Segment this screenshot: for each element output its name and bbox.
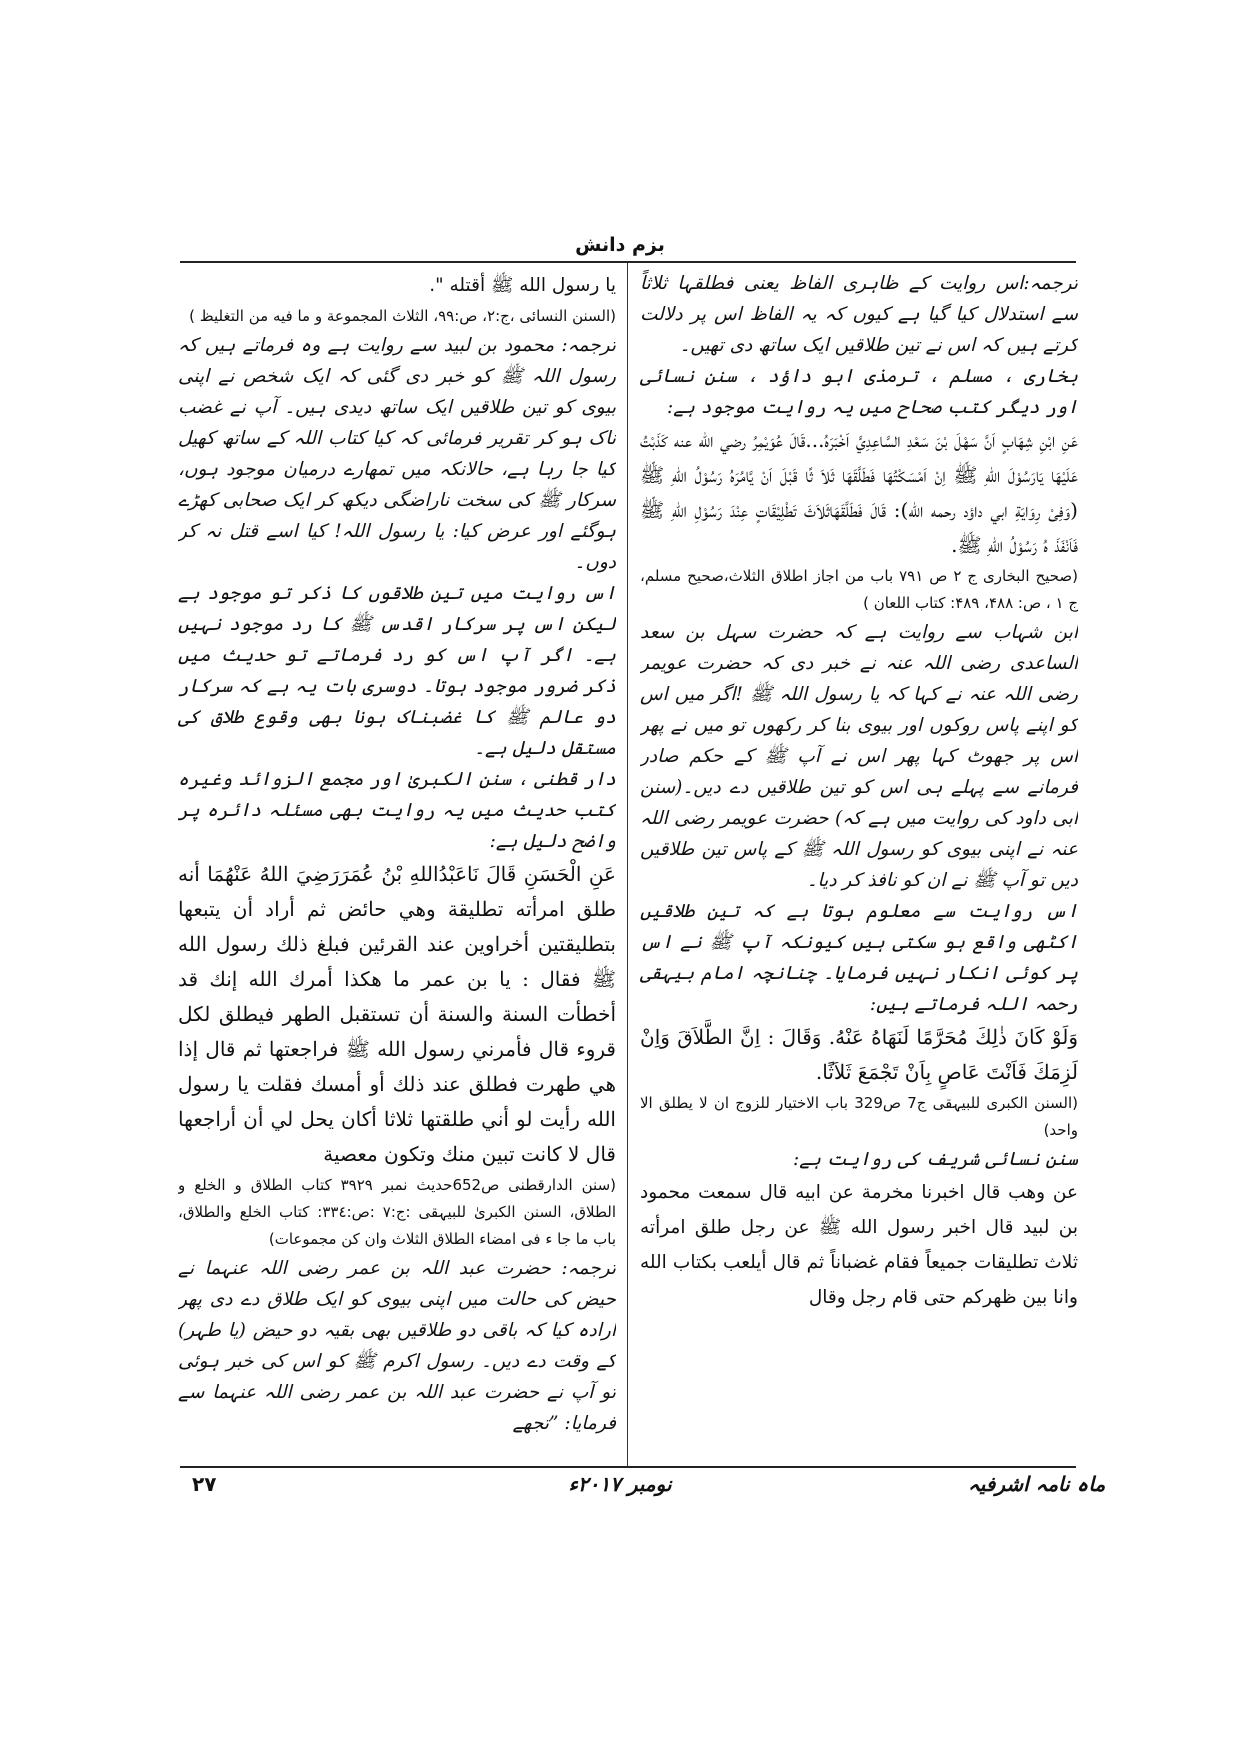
page-number: ۲۷ bbox=[192, 1472, 217, 1496]
paragraph-commentary: اس روایت میں تین طلاقوں کا ذکر تو موجود ہے لیکن اس پر سرکار اقدس ﷺ کا رد موجود نہیں ہے۔ اگر آپ اس کو رد فرماتے تو حدیث میں ذکر ضرور موجود ہوتا۔ دوسری بات یہ ہے کہ سرکار دو عالم ﷺ کا غضبناک ہونا بھی وقوع طلاق کی مستقل دلیل ہے۔ bbox=[178, 583, 616, 759]
paragraph-translation: ترجمہ:اس روایت کے ظاہری الفاظ یعنی فطلقہا ثلاثاً سے استدلال کیا گیا ہے کیوں کہ یہ الفاظ اس پر دلالت کرتے ہیں کہ اس نے تین طلاقیں ایک ساتھ دی تھیں۔ bbox=[640, 273, 1078, 356]
reference: (صحیح البخاری ج ۲ ص ۷۹۱ باب من اجاز اطلاق الثلاث،صحیح مسلم، ج ۱ ، ص: ۴۸۸، ۴۸۹: کتاب اللعان ) bbox=[640, 567, 1078, 612]
footer-rule bbox=[180, 1466, 1076, 1468]
reference: (سنن الدارقطنی ص652حدیث نمبر ۳۹۲۹ کتاب الطلاق و الخلع و الطلاق، السنن الکبریٰ للبیہقی :ج:۷ :ص:۳۳٤: کتاب الخلع والطلاق، باب ما جا ء فی امضاء الطلاق الثلاث وان کن مجموعات) bbox=[178, 1176, 616, 1248]
header-rule bbox=[180, 261, 1076, 263]
arabic-hadith: عَنِ الْحَسَنِ قَالَ نَاعَبْدُاللهِ بْنُ عُمَرَرَضِيَ اللهُ عَنْهُمَا أنه طلق امرأته تطليقة وهي حائض ثم أراد أن يتبعها بتطليقتين أخراوين عند القرئين فبلغ ذلك رسول الله ﷺ فقال : يا بن عمر ما هكذا أمرك الله إنك قد أخطأت السنة والسنة أن تستقبل الطهر فيطلق لكل قروء قال فأمرني رسول الله ﷺ فراجعتها ثم قال إذا هي طهرت فطلق عند ذلك أو أمسك فقلت يا رسول الله رأيت لو أني طلقتها ثلاثا أكان يحل لي أن أراجعها قال لا كانت تبين منك وتكون معصية bbox=[178, 862, 616, 1166]
arabic-quote: وَلَوْ كَانَ ذٰلِكَ مُحَرَّمًا لَنَهَاهُ عَنْهُ. وَقَالَ : اِنَّ الطَّلاَقَ وَاِنْ لَزِمَكَ فَاَنْتَ عَاصٍ بِاَنْ تَجْمَعَ ثَلاَثًا. bbox=[640, 1025, 1078, 1084]
paragraph-translation: ترجمہ: حضرت عبد اللہ بن عمر رضی اللہ عنہما نے حیض کی حالت میں اپنی بیوی کو ایک طلاق دے دی پھر ارادہ کیا کہ باقی دو طلاقیں بھی بقیہ دو حیض (یا طہر) کے وقت دے دیں۔ رسول اکرم ﷺ کو اس کی خبر ہوئی تو آپ نے حضرت عبد اللہ بن عمر رضی اللہ عنہما سے فرمایا: ”تجھے bbox=[178, 1258, 616, 1434]
right-column bbox=[640, 268, 1078, 1463]
arabic-hadith-end: يا رسول الله ﷺ أقتله ". bbox=[429, 275, 616, 296]
paragraph-narration: ابن شہاب سے روایت ہے کہ حضرت سہل بن سعد الساعدی رضی اللہ عنہ نے خبر دی کہ حضرت عویمر رضی اللہ عنہ نے کہا کہ یا رسول اللہ ﷺ !اگر میں اس کو اپنے پاس روکوں اور بیوی بنا کر رکھوں تو میں نے پھر اس پر جھوٹ کہا پھر اس نے آپ ﷺ کے حکم صادر فرمانے سے پہلے ہی اس کو تین طلاقیں دے دیں۔(سنن ابی داود کی روایت میں ہے کہ) حضرت عویمر رضی اللہ عنہ نے اپنی بیوی کو رسول اللہ ﷺ کے پاس تین طلاقیں دیں تو آپ ﷺ نے ان کو نافذ کر دیا۔ bbox=[640, 622, 1078, 891]
paragraph-sources: دار قطنی ، سنن الکبریٰ اور مجمع الزوائد وغیرہ کتب حدیث میں یہ روایت بھی مسئلہ دائرہ پر واضح دلیل ہے: bbox=[178, 769, 616, 852]
footer-date: نومبر ۲۰۱۷ء bbox=[568, 1472, 672, 1496]
arabic-hadith: عَنِ ابْنِ شِهَابٍ اَنَّ سَهْلَ بْنَ سَعْدِ السَّاعِدِيَّ اَخْبَرَهُ...قَالَ عُوَيْمِرُ رضي الله عنه كَذَبْتُ عَلَيْهَا يَارَسُوْلَ اللهِ ﷺ اِنْ اَمْسَكْتُهَا فَطَلَّقَهَا ثَلاَ ثًا قَبْلَ اَنْ يَّامُرَهُ رَسُوْلُ اللهِ ﷺ (وَفِىْ رِوَايَةِ ابي داؤد رحمه الله): قَالَ فَطَلَّقَهَاثَلاَثَ تَطْلِيْقَاتٍ عِنْدَ رَسُوْلِ اللهِ ﷺ فَاَنْفَذَ هُ رَسُوْلُ اللهِ ﷺ. bbox=[640, 428, 1078, 557]
page-header-title: بزم دانش bbox=[575, 234, 665, 256]
reference: (السنن الکبری للبیہقی ج7 ص329 باب الاختیار للزوج ان لا یطلق الا واحد) bbox=[640, 1094, 1078, 1139]
column-divider bbox=[627, 263, 628, 1466]
left-column bbox=[178, 268, 616, 1463]
paragraph-translation: ترجمہ: محمود بن لبید سے روایت ہے وہ فرماتے ہیں کہ رسول اللہ ﷺ کو خبر دی گئی کہ ایک شخص نے اپنی بیوی کو تین طلاقیں ایک ساتھ دیدی ہیں۔ آپ نے غضب ناک ہو کر تقریر فرمائی کہ کیا کتاب اللہ کے ساتھ کھیل کیا جا رہا ہے، حالانکہ میں تمھارے درمیان موجود ہوں، سرکار ﷺ کی سخت ناراضگی دیکھ کر ایک صحابی کھڑے ہوگئے اور عرض کیا: یا رسول اللہ! کیا اسے قتل نہ کر دوں۔ bbox=[178, 335, 616, 573]
reference: (السنن النسائی ،ج:۲، ص:۹۹، الثلاث المجموعة و ما فيه من التغليظ ) bbox=[189, 307, 616, 325]
paragraph-sources: بخاری ، مسلم ، ترمذی ابو داؤد ، سنن نسائی اور دیگر کتب صحاح میں یہ روایت موجود ہے: bbox=[640, 366, 1078, 418]
arabic-hadith: عن وهب قال اخبرنا مخرمة عن ابيه قال سمعت محمود بن لبيد قال اخبر رسول الله ﷺ عن رجل طلق امرأته ثلاث تطليقات جميعاً فقام غضباناً ثم قال أيلعب بكتاب الله وانا بين ظهركم حتى قام رجل وقال bbox=[640, 1182, 1078, 1308]
paragraph-inference: اس روایت سے معلوم ہوتا ہے کہ تین طلاقیں اکٹھی واقع ہو سکتی ہیں کیونکہ آپ ﷺ نے اس پر کوئی انکار نہیں فرمایا۔ چنانچہ امام بیہقی رحمہ اللہ فرماتے ہیں: bbox=[640, 901, 1078, 1015]
footer-magazine-name: ماہ نامہ اشرفیہ bbox=[968, 1472, 1106, 1496]
paragraph-heading: سنن نسائی شریف کی روایت ہے: bbox=[793, 1149, 1078, 1170]
